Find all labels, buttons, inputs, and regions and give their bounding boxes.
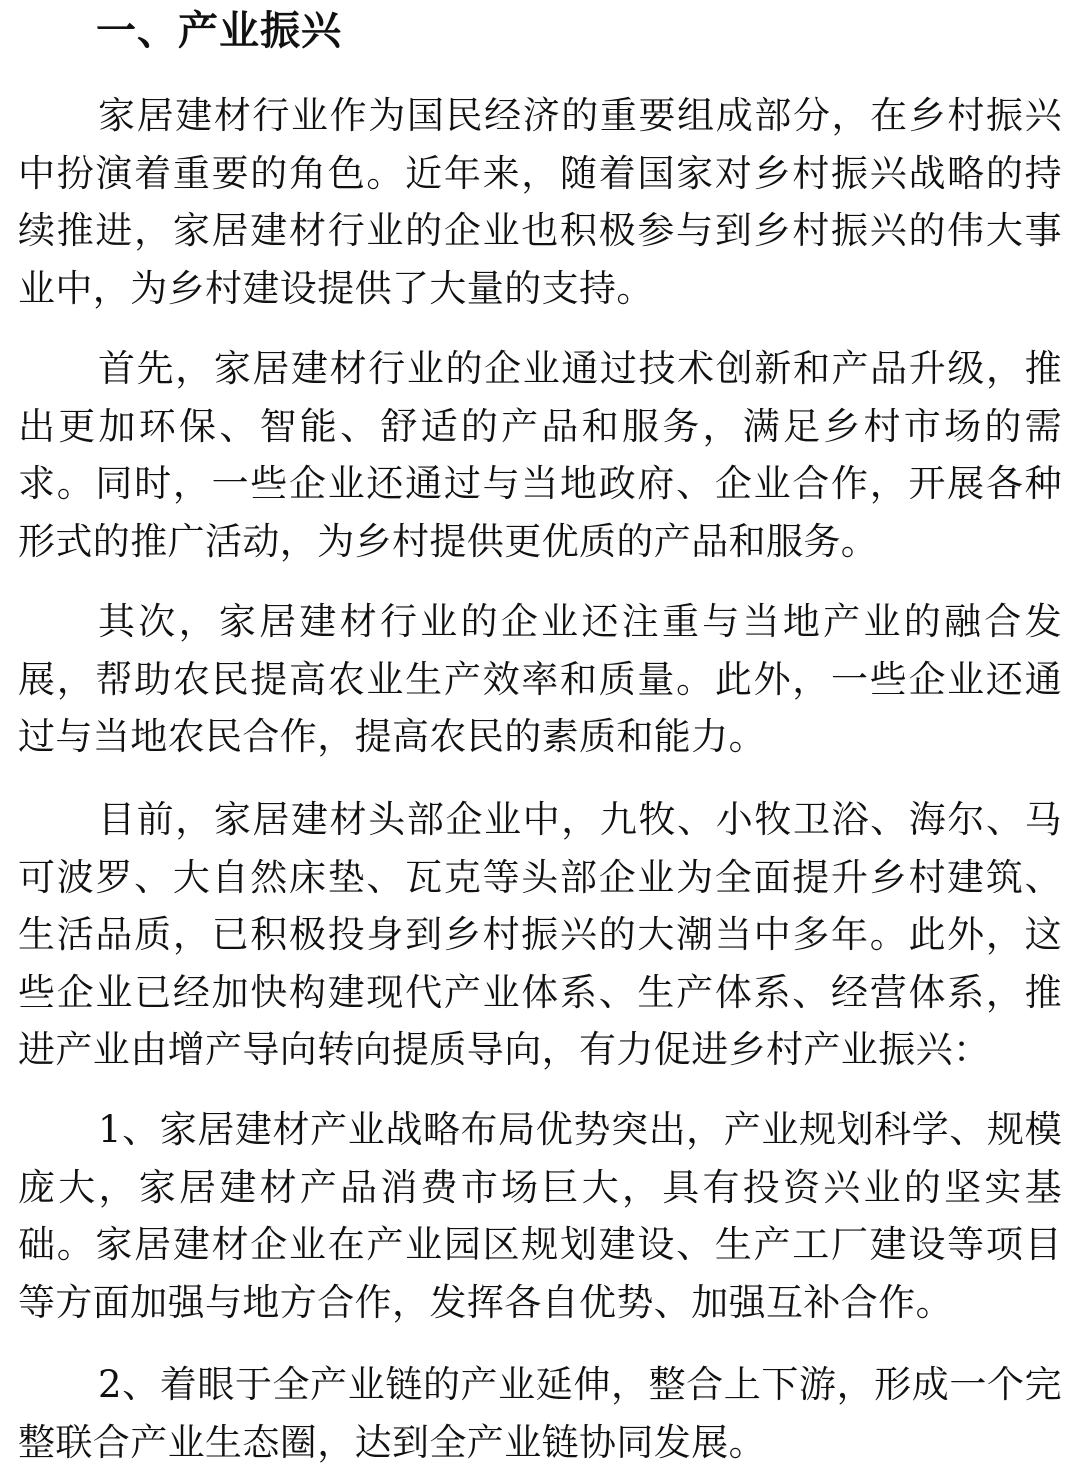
list-item-2: 2、着眼于全产业链的产业延伸，整合上下游，形成一个完整联合产业生态圈，达到全产业链协同发展。 [18,1363,1062,1464]
section-heading: 一、产业振兴 [96,7,342,54]
list-item-1: 1、家居建材产业战略布局优势突出，产业规划科学、规模庞大，家居建材产品消费市场巨大，具有投资兴业的坚实基础。家居建材企业在产业园区规划建设、生产工厂建设等项目等方面加强与地方合作，发挥各自优势、加强互补合作。 [18,1108,1062,1324]
paragraph-second: 其次，家居建材行业的企业还注重与当地产业的融合发展，帮助农民提高农业生产效率和质量。此外，一些企业还通过与当地农民合作，提高农民的素质和能力。 [18,600,1062,758]
paragraph-first: 首先，家居建材行业的企业通过技术创新和产品升级，推出更加环保、智能、舒适的产品和服务，满足乡村市场的需求。同时，一些企业还通过与当地政府、企业合作，开展各种形式的推广活动，为乡村提供更优质的产品和服务。 [18,347,1062,563]
paragraph-intro: 家居建材行业作为国民经济的重要组成部分，在乡村振兴中扮演着重要的角色。近年来，随着国家对乡村振兴战略的持续推进，家居建材行业的企业也积极参与到乡村振兴的伟大事业中，为乡村建设提供了大量的支持。 [18,94,1062,310]
paragraph-current: 目前，家居建材头部企业中，九牧、小牧卫浴、海尔、马可波罗、大自然床垫、瓦克等头部企业为全面提升乡村建筑、生活品质，已积极投身到乡村振兴的大潮当中多年。此外，这些企业已经加快构建现代产业体系、生产体系、经营体系，推进产业由增产导向转向提质导向，有力促进乡村产业振兴： [18,798,1062,1071]
